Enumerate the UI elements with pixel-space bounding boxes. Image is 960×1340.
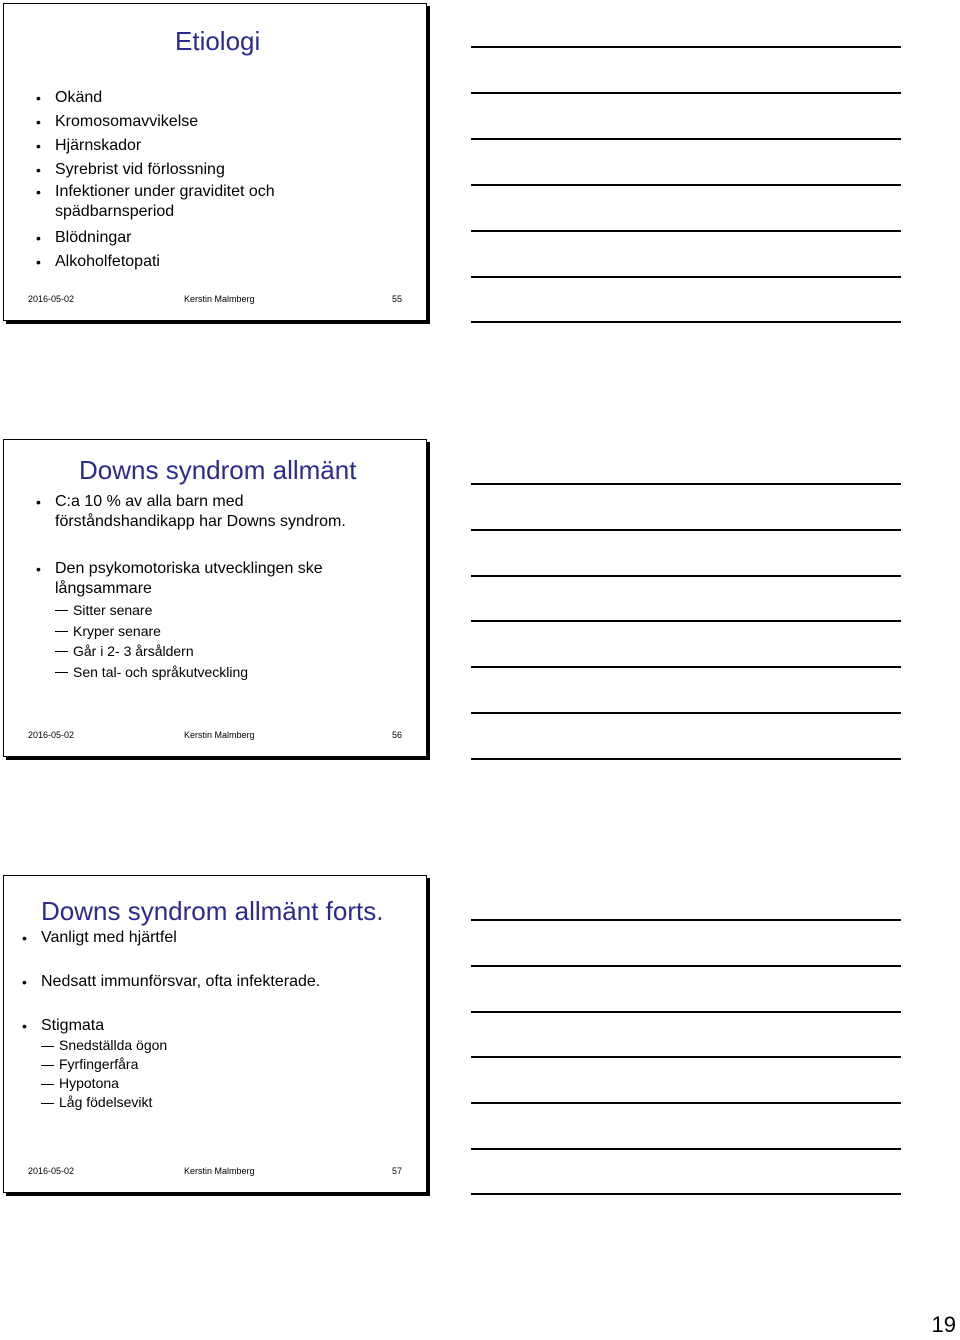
bullet-list [36,492,405,682]
bullet-list [22,928,411,1112]
footer-date: 2016-05-02 [28,730,75,740]
slide-footer [28,730,402,742]
slide-57 [3,875,427,1193]
list-item: • Vanligt med hjärtfel [22,929,177,946]
note-line [471,92,901,94]
note-line [471,1102,901,1104]
slide-footer [28,1166,402,1178]
list-item: Hypotona [41,1074,411,1093]
list-item: • Infektioner under graviditet och spädbarnsperiod [36,183,275,220]
list-item: • Kromosomavvikelse [36,113,199,130]
note-line [471,46,901,48]
note-line [471,184,901,186]
slide-56 [3,439,427,757]
slide-number: 55 [391,294,402,304]
footer-author: Kerstin Malmberg [184,730,255,740]
note-line [471,483,901,485]
slide-title: Downs syndrom allmänt forts. [41,896,384,926]
list-item: Kryper senare [55,621,405,642]
list-item: Sitter senare [55,600,405,621]
note-line [471,230,901,232]
slide-title: Etiologi [175,26,261,56]
sub-list [41,1036,411,1112]
note-line [471,321,901,323]
bullet-list [36,86,385,274]
slide-number: 56 [391,730,402,740]
sub-list [55,600,405,682]
note-line [471,575,901,577]
note-line [471,712,901,714]
slide-55 [3,3,427,321]
list-item: Går i 2- 3 årsåldern [55,641,405,662]
list-item: • Hjärnskador [36,137,142,154]
note-line [471,529,901,531]
note-line [471,1193,901,1195]
note-line [471,276,901,278]
note-line [471,1148,901,1150]
list-item: • Den psykomotoriska utvecklingen ske långsammare Sitter senare Kryper senare Går i 2- 3 årsåldern Sen tal- och språkutveckling [55,559,405,682]
note-line [471,1056,901,1058]
list-item: Fyrfingerfåra [41,1055,411,1074]
list-item: • Okänd [36,89,103,106]
footer-date: 2016-05-02 [28,1166,75,1176]
note-line [471,1011,901,1013]
list-item: • Stigmata Snedställda ögon Fyrfingerfåra Hypotona Låg födelsevikt [41,1016,411,1112]
note-line [471,919,901,921]
slide-number: 57 [391,1166,402,1176]
note-line [471,666,901,668]
list-item: • C:a 10 % av alla barn med förståndshandikapp har Downs syndrom. [36,493,346,530]
list-item: Sen tal- och språkutveckling [55,662,405,683]
list-item: Låg födelsevikt [41,1093,411,1112]
list-item: Snedställda ögon [41,1036,411,1055]
list-item: • Blödningar [36,229,132,246]
footer-author: Kerstin Malmberg [184,294,255,304]
list-item: • Nedsatt immunförsvar, ofta infekterade. [22,973,321,990]
list-item: • Syrebrist vid förlossning [36,161,225,178]
note-line [471,138,901,140]
footer-date: 2016-05-02 [28,294,75,304]
list-item: • Alkoholfetopati [36,253,160,270]
slide-title: Downs syndrom allmänt [79,455,357,485]
note-line [471,620,901,622]
note-line [471,965,901,967]
footer-author: Kerstin Malmberg [184,1166,255,1176]
slide-footer [28,294,402,306]
page-number: 19 [931,1312,956,1337]
note-line [471,758,901,760]
